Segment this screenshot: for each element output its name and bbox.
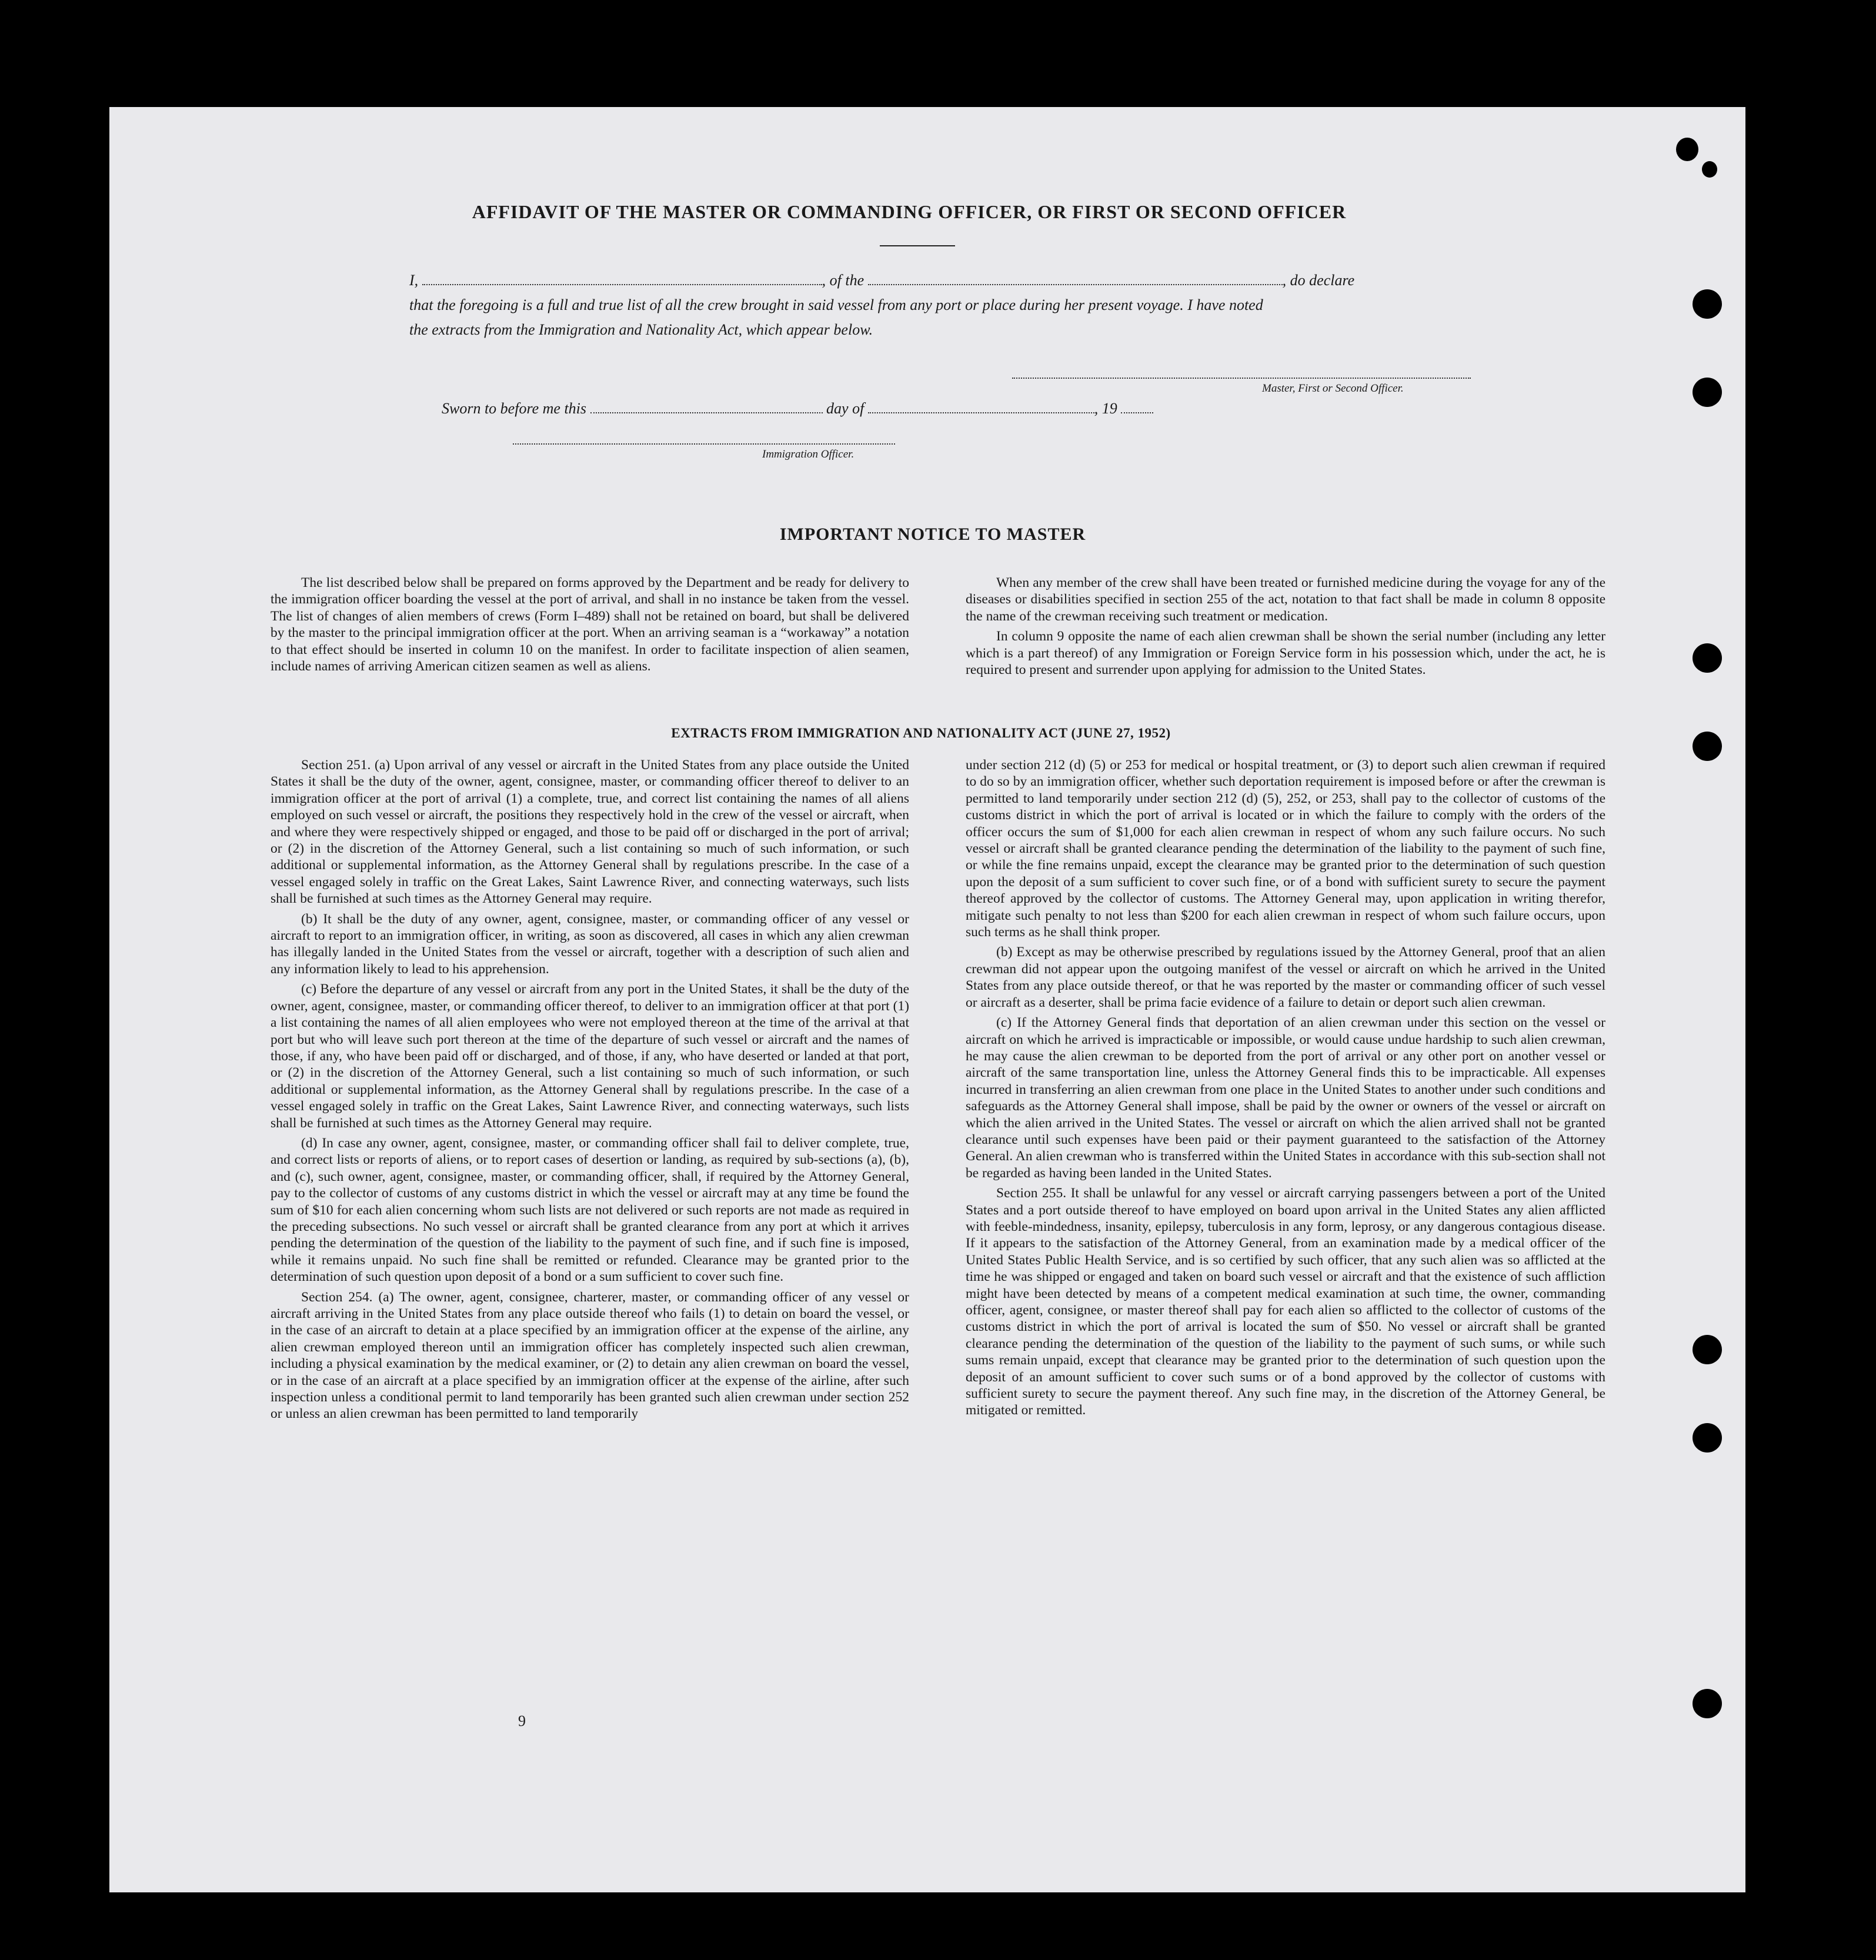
sworn-year-blank[interactable] bbox=[1121, 400, 1153, 413]
officer-signature-label: Immigration Officer. bbox=[762, 448, 854, 460]
ink-blot bbox=[1676, 138, 1698, 161]
sworn-mid: day of bbox=[826, 400, 864, 417]
title-rule bbox=[880, 245, 955, 246]
sworn-year: , 19 bbox=[1094, 400, 1117, 417]
sworn-day-blank[interactable] bbox=[590, 400, 823, 413]
punch-hole bbox=[1693, 643, 1722, 673]
declaration-mid: , of the bbox=[822, 272, 864, 289]
master-signature-label: Master, First or Second Officer. bbox=[1262, 382, 1404, 395]
sworn-line bbox=[442, 400, 1153, 418]
section-paragraph: Section 251. (a) Upon arrival of any vessel or aircraft in the United States from any place outside the United States it shall be the duty of the owner, agent, consignee, master, or commanding officer thereof to deliver to an immigration officer at the port of arrival (1) a complete, true, and correct list containing the names of all aliens employed on such vessel or aircraft, the positions they respectively hold in the crew of the vessel or aircraft, when and where they were respectively shipped or engaged, and those to be paid off or discharged in the port of arrival; or (2) in the discretion of the Attorney General, such a list containing so much of such information, or such additional or supplemental information, as the Attorney General shall by regulations prescribe. In the case of a vessel engaged solely in traffic on the Great Lakes, Saint Lawrence River, and connecting waterways, such lists shall be furnished at such times as the Attorney General may require. bbox=[271, 757, 909, 907]
notice-left-column bbox=[271, 575, 909, 678]
section-paragraph: (d) In case any owner, agent, consignee, master, or commanding officer shall fail to deliver complete, true, and correct lists or reports of aliens, or to report cases of desertion or landing, as required by sub-sections (a), (b), and (c), such owner, agent, consignee, master, or commanding officer, shall, if required by the Attorney General, pay to the collector of customs of any customs district in which the vessel or aircraft may at any time be found the sum of $10 for each alien concerning whom such lists are not delivered or such reports are not made as required in the preceding subsections. No such vessel or aircraft shall be granted clearance from any port at which it arrives pending the determination of the question of the liability to the payment of such fine, and if such fine is imposed, while it remains unpaid. No such fine shall be remitted or refunded. Clearance may be granted prior to the determination of such question upon deposit of a bond or a sum sufficient to cover such fine. bbox=[271, 1135, 909, 1285]
declaration-text-line: that the foregoing is a full and true list of all the crew brought in said vessel from any port or place during her present voyage. I have noted bbox=[409, 296, 1263, 313]
page-number: 9 bbox=[518, 1712, 526, 1729]
master-signature-line[interactable] bbox=[1012, 378, 1471, 379]
notice-paragraph: When any member of the crew shall have been treated or furnished medicine during the voyage for any of the diseases or disabilities specified in section 255 of the act, notation to that fact shall be made in column 8 opposite the name of the crewman receiving such treatment or medication. bbox=[966, 575, 1605, 624]
declaration-start: I, bbox=[409, 272, 419, 289]
punch-hole bbox=[1693, 732, 1722, 761]
affidavit-title: AFFIDAVIT OF THE MASTER OR COMMANDING OFFICER, OR FIRST OR SECOND OFFICER bbox=[472, 201, 1347, 222]
officer-signature-line[interactable] bbox=[513, 443, 895, 445]
section-paragraph: (b) Except as may be otherwise prescribed by regulations issued by the Attorney General, proof that an alien crewman did not appear upon the outgoing manifest of the vessel or aircraft on which he arrived in the United States from any place outside thereof, or that he was reported by the master or commanding officer of such vessel or aircraft as a deserter, shall be prima facie evidence of a failure to detain or deport such alien crewman. bbox=[966, 944, 1605, 1010]
punch-hole bbox=[1693, 378, 1722, 407]
declaration-end: , do declare bbox=[1282, 272, 1355, 289]
extracts-left-column bbox=[271, 757, 909, 1426]
punch-hole bbox=[1693, 1689, 1722, 1718]
notice-right-column bbox=[966, 575, 1605, 682]
section-paragraph: Section 255. It shall be unlawful for any vessel or aircraft carrying passengers between a port of the United States and a port outside thereof to have employed on board upon arrival in the United States any alien afflicted with feeble-mindedness, insanity, epilepsy, tuberculosis in any form, leprosy, or any dangerous contagious disease. If it appears to the satisfaction of the Attorney General, from an examination made by a medical officer of the United States Public Health Service, and is so certified by such officer, that any such alien was so afflicted at the time he was shipped or engaged and taken on board such vessel or aircraft and that the existence of such affliction might have been detected by means of a competent medical examination at such time, the owner, commanding officer, agent, consignee, or master thereof shall pay for each alien so afflicted to the collector of customs of the customs district in which the port of arrival is located the sum of $50. No vessel or aircraft shall be granted clearance pending the determination of the question of the liability to the payment of such sums, or while such sums remain unpaid, except that clearance may be granted prior to the determination of such question upon the deposit of an amount sufficient to cover such sums or of a bond approved by the collector of customs with sufficient surety to secure the payment thereof. Any such fine may, in the discretion of the Attorney General, be mitigated or remitted. bbox=[966, 1186, 1605, 1418]
sworn-month-blank[interactable] bbox=[868, 400, 1094, 413]
notice-title: IMPORTANT NOTICE TO MASTER bbox=[779, 525, 1086, 544]
declaration-text-line: the extracts from the Immigration and Nationality Act, which appear below. bbox=[409, 321, 873, 338]
sworn-start: Sworn to before me this bbox=[442, 400, 587, 417]
punch-hole bbox=[1693, 1423, 1722, 1453]
section-paragraph: (c) If the Attorney General finds that deportation of an alien crewman under this section on the vessel or aircraft on which he arrived is impracticable or impossible, or would cause undue hardship to such alien crewman, he may cause the alien crewman to be deported from the port of arrival or any other port on another vessel or aircraft of the same transportation line, unless the Attorney General finds this to be impracticable. All expenses incurred in transferring an alien crewman from one place in the United States to another under such conditions and safeguards as the Attorney General shall impose, shall be paid by the owner or owners of the vessel or aircraft on which the alien arrived in the United States. The vessel or aircraft on which the alien arrived shall not be granted clearance until such expenses have been paid or their payment guaranteed to the satisfaction of the Attorney General. An alien crewman who is transferred within the United States in accordance with this sub-section shall not be regarded as having been landed in the United States. bbox=[966, 1015, 1605, 1181]
declaration-line bbox=[409, 272, 1354, 289]
ink-blot bbox=[1702, 161, 1717, 178]
punch-hole bbox=[1693, 289, 1722, 319]
document-page bbox=[109, 107, 1745, 1892]
section-paragraph: (b) It shall be the duty of any owner, agent, consignee, master, or commanding officer of any vessel or aircraft to report to an immigration officer, in writing, as soon as discovered, all cases in which any alien crewman has illegally landed in the United States from the vessel or aircraft, together with a description of such alien and any information likely to lead to his apprehension. bbox=[271, 911, 909, 977]
section-paragraph: (c) Before the departure of any vessel or aircraft from any port in the United States, it shall be the duty of the owner, agent, consignee, master, or commanding officer thereof, to deliver to an immigration officer at that port (1) a list containing the names of all alien employees who were not employed thereon at the time of the arrival at that port but who will leave such port thereon at the time of the departure of such vessel or aircraft and the names of those, if any, who have been paid off or discharged, and of those, if any, who have deserted or landed at that port, or (2) in the discretion of the Attorney General, such a list containing so much of such information, or such additional or supplemental information, as the Attorney General shall by regulations prescribe. In the case of a vessel engaged solely in traffic on the Great Lakes, Saint Lawrence River, and connecting waterways, such lists shall be furnished at such times as the Attorney General may require. bbox=[271, 981, 909, 1131]
name-blank[interactable] bbox=[422, 272, 822, 285]
vessel-blank[interactable] bbox=[868, 272, 1283, 285]
section-paragraph: under section 212 (d) (5) or 253 for medical or hospital treatment, or (3) to deport such alien crewman if required to do so by an immigration officer, whether such deportation requirement is imposed before or after the crewman is permitted to land temporarily under section 212 (d) (5), 252, or 253, shall pay to the collector of customs of the customs district in which the port of arrival is located or in which the failure to comply with the orders of the officer occurs the sum of $1,000 for each alien crewman in respect of whom any such failure occurs. No such vessel or aircraft shall be granted clearance pending the determination of the liability to the payment of such fine, or while the fine remains unpaid, except the clearance may be granted prior to the determination of such question upon the deposit of a sum sufficient to cover such fine, or of a bond with sufficient surety to secure the payment thereof approved by the collector of customs. The Attorney General may, upon application in writing therefor, mitigate such penalty to not less than $200 for each alien crewman in respect of whom such failure occurs, upon such terms as he shall think proper. bbox=[966, 757, 1605, 940]
extracts-right-column bbox=[966, 757, 1605, 1423]
punch-hole bbox=[1693, 1335, 1722, 1364]
extracts-title: EXTRACTS FROM IMMIGRATION AND NATIONALITY ACT (JUNE 27, 1952) bbox=[671, 726, 1171, 740]
notice-paragraph: The list described below shall be prepared on forms approved by the Department and be ready for delivery to the immigration officer boarding the vessel at the port of arrival, and shall in no instance be taken from the vessel. The list of changes of alien members of crews (Form I–489) shall not be retained on board, but shall be delivered by the master to the principal immigration officer at the port. When an arriving seaman is a “workaway” a notation to that effect should be inserted in column 10 on the manifest. In order to facilitate inspection of alien seamen, include names of arriving American citizen seamen as well as aliens. bbox=[271, 575, 909, 675]
notice-paragraph: In column 9 opposite the name of each alien crewman shall be shown the serial number (including any letter which is a part thereof) of any Immigration or Foreign Service form in his possession which, under the act, he is required to present and surrender upon applying for admission to the United States. bbox=[966, 629, 1605, 678]
section-paragraph: Section 254. (a) The owner, agent, consignee, charterer, master, or commanding officer of any vessel or aircraft arriving in the United States from any place outside thereof who fails (1) to detain on board the vessel, or in the case of an aircraft to detain at a place specified by an immigration officer at the expense of the airline, any alien crewman employed thereon until an immigration officer has completely inspected such alien crewman, including a physical examination by the medical examiner, or (2) to detain any alien crewman on board the vessel, or in the case of an aircraft at a place specified by an immigration officer at the expense of the airline, after such inspection unless a conditional permit to land temporarily has been granted such alien crewman under section 252 or unless an alien crewman has been permitted to land temporarily bbox=[271, 1289, 909, 1422]
